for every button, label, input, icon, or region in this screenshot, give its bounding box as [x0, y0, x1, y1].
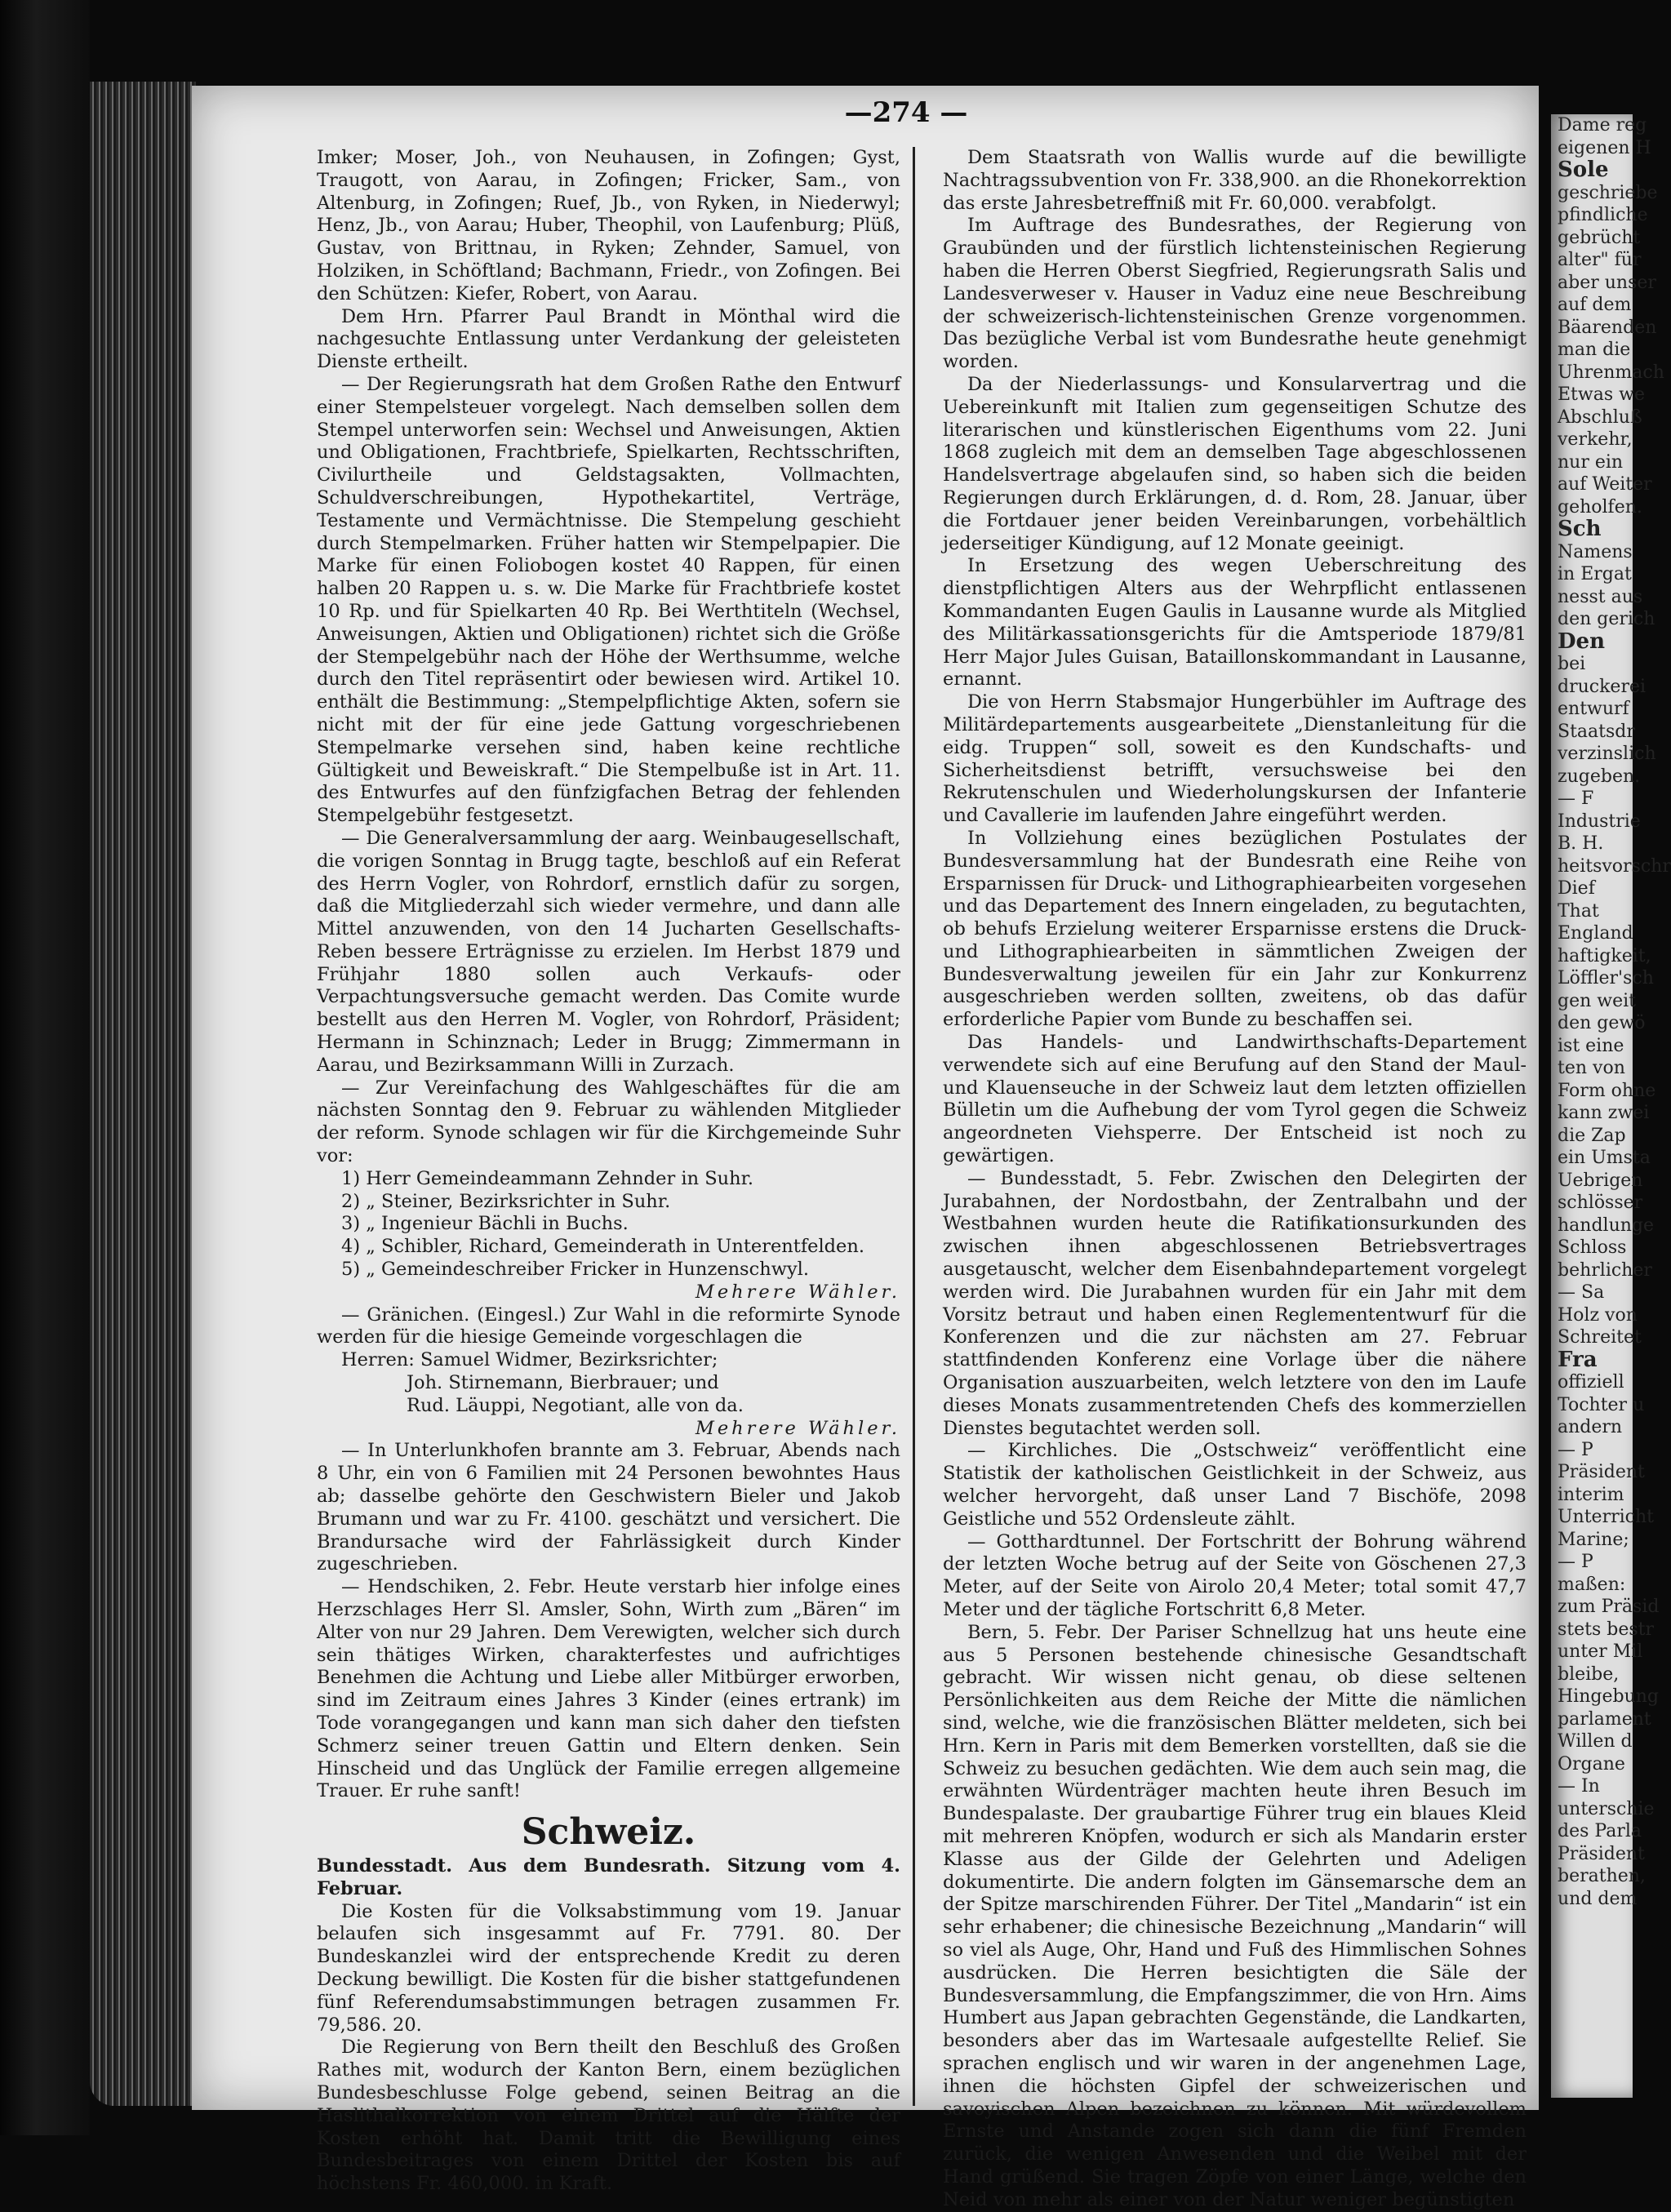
candidate-item: 2) „ Steiner, Bezirksrichter in Suhr.: [341, 1190, 671, 1212]
facing-page-fragment: alter" für: [1558, 250, 1642, 270]
facing-page-fragment: auf dem: [1558, 295, 1632, 315]
candidate-item: 3) „ Ingenieur Bächli in Buchs.: [341, 1213, 629, 1235]
facing-page-fragment: Den: [1558, 629, 1605, 654]
facing-page-fragment: interim: [1558, 1484, 1624, 1505]
facing-page-fragment: behrlicher: [1558, 1259, 1652, 1281]
facing-page-fragment: Marine;: [1558, 1529, 1629, 1550]
facing-page-fragment: bleibe,: [1558, 1663, 1620, 1685]
candidate-item: 4) „ Schibler, Richard, Gemeinderath in Unterentfelden.: [341, 1236, 865, 1258]
facing-page-fragment: den gerich: [1558, 609, 1655, 629]
article-paragraph: Imker; Moser, Joh., von Neuhausen, in Zofingen; Gyst, Traugott, von Aarau, in Zofingen; Fricker, Sam., von Altenburg, in Zofingen; Ruef, Jb., von Ryken, in Niederwyl; Henz, Jb., von Aarau; Huber, Theophil, von Laufenburg; Plüß, Gustav, von Brittnau, in Ryken; Zehnder, Samuel, von Holziken, in Schöftland; Bachmann, Friedr., von Zofingen. Bei den Schützen: Kiefer, Robert, von Aarau.: [317, 147, 900, 304]
facing-page-fragment: — F: [1558, 788, 1594, 809]
section-heading: Schweiz.: [521, 1811, 696, 1854]
facing-page-fragment: Fra: [1558, 1347, 1598, 1372]
nominee-item: Joh. Stirnemann, Bierbrauer; und: [407, 1372, 719, 1394]
facing-page-fragment: geschriebe: [1558, 182, 1658, 203]
facing-page-fragment: That: [1558, 900, 1599, 922]
facing-page-fragment: offiziell: [1558, 1372, 1624, 1392]
facing-page-fragment: parlament: [1558, 1708, 1651, 1730]
facing-page-fragment: — Sa: [1558, 1282, 1605, 1303]
article-paragraph: Das Handels- und Landwirthschafts-Departement verwendete sich auf eine Berufung auf den Stand der Maul- und Klauenseuche in der Schweiz laut dem letzten offiziellen Bülletin um die Aufhebung der vom Tyrol gegen die Schweiz angeordneten Viehsperre. Der Entscheid ist noch zu gewärtigen.: [943, 1032, 1527, 1167]
facing-page-fragment: verzinslich: [1558, 744, 1656, 764]
nominee-item: Herren: Samuel Widmer, Bezirksrichter;: [341, 1349, 718, 1371]
facing-page-fragment: gen weit: [1558, 990, 1636, 1011]
facing-page-fragment: ten von: [1558, 1058, 1625, 1078]
facing-page-fragment: — In: [1558, 1776, 1600, 1797]
facing-page-fragment: Präsident: [1558, 1462, 1645, 1482]
facing-page: [1551, 114, 1671, 2098]
signature: Mehrere Wähler.: [695, 1417, 900, 1439]
facing-page-fragment: des Parla: [1558, 1821, 1642, 1841]
article-paragraph: In Vollziehung eines bezüglichen Postulates der Bundesversammlung hat der Bundesrath eine Reihe von Ersparnissen für Druck- und Lithographiearbeiten vorgesehen und das Departement des Innern eingeladen, zu begutachten, ob behufs Erzielung weiterer Ersparnisse erstens die Druck- und Lithographiearbeiten in sämmtlichen Zweigen der Bundesverwaltung jeweilen für ein Jahr zur Konkurrenz ausgeschrieben werden sollten, zweitens, ob das dafür erforderliche Papier vom Bunde zu beschaffen sei.: [943, 827, 1527, 1031]
facing-page-fragment: stets bestr: [1558, 1619, 1655, 1640]
facing-page-fragment: gebrücht: [1558, 227, 1641, 248]
facing-page-fragment: Schreitet: [1558, 1327, 1642, 1348]
column-divider: [913, 147, 915, 2106]
facing-page-fragment: Unterricht: [1558, 1507, 1654, 1527]
news-item: — Kirchliches. Die „Ostschweiz“ veröffentlicht eine Statistik der katholischen Geistlichkeit in der Schweiz, aus welcher hervorgeht, daß unser Land 7 Bischöfe, 2098 Geistliche und 552 Ordensleute zählt.: [943, 1440, 1527, 1530]
article-paragraph: In Ersetzung des wegen Ueberschreitung des dienstpflichtigen Alters aus der Wehrpflicht entlassenen Kommandanten Eugen Gaulis in Lausanne wurde als Mitglied des Militärkassationsgerichts für die Amtsperiode 1879/81 Herr Major Jules Guisan, Bataillonskommandant in Lausanne, ernannt.: [943, 555, 1527, 691]
news-item: — In Unterlunkhofen brannte am 3. Februar, Abends nach 8 Uhr, ein von 6 Familien mit 24 Personen bewohntes Haus ab; dasselbe gehörte den Geschwistern Bieler und Jakob Brumann und war zu Fr. 4100. geschätzt und versichert. Die Brandursache wird der Fahrlässigkeit durch Kinder zugeschrieben.: [317, 1440, 900, 1575]
article-paragraph: Die Kosten für die Volksabstimmung vom 19. Januar belaufen sich insgesammt auf Fr. 7791. 80. Der Bundeskanzlei wird der entsprechende Kredit zu deren Deckung bewilligt. Die Kosten für die bisher stattgefundenen fünf Referendumsabstimmungen betragen zusammen Fr. 79,586. 20.: [317, 1900, 900, 2036]
article-paragraph: — Der Regierungsrath hat dem Großen Rathe den Entwurf einer Stempelsteuer vorgelegt. Nach demselben sollen dem Stempel unterworfen sein: Wechsel und Anweisungen, Aktien und Obligationen, Frachtbriefe, Spielkarten, Rechtsschriften, Civilurtheile und Geldstagsakten, Vollmachten, Schuldverschreibungen, Hypothekartitel, Verträge, Testamente und Vermächtnisse. Die Stempelung geschieht durch Stempelmarken. Früher hatten wir Stempelpapier. Die Marke für einen Foliobogen kostet 40 Rappen, für einen halben 20 Rappen u. s. w. Die Marke für Frachtbriefe kostet 10 Rp. und für Spielkarten 40 Rp. Bei Werthtiteln (Wechsel, Anweisungen, Aktien und Obligationen) richtet sich die Größe der Stempelgebühr nach der Höhe der Werthsumme, welche durch den Titel repräsentirt oder bewiesen wird. Artikel 10. enthält die Bestimmung: „Stempelpflichtige Akten, sofern sie nicht mit der für eine jede Gattung vorgeschriebenen Stempelmarke versehen sind, haben keine rechtliche Gültigkeit und Beweiskraft.“ Die Stempelbuße ist in Art. 11. des Entwurfes auf den fünfzigfachen Betrag der fehlenden Stempelgebühr festgesetzt.: [317, 373, 900, 827]
facing-page-fragment: auf Weiter: [1558, 474, 1652, 495]
facing-page-fragment: — P: [1558, 1439, 1593, 1460]
facing-page-fragment: Organe: [1558, 1753, 1625, 1774]
article-paragraph: Dem Hrn. Pfarrer Paul Brandt in Mönthal wird die nachgesuchte Entlassung unter Verdankung der geleisteten Dienste ertheilt.: [317, 305, 900, 373]
facing-page-fragment: Dame reg: [1558, 115, 1647, 135]
article-paragraph: Die Regierung von Bern theilt den Beschluß des Großen Rathes mit, wodurch der Kanton Bern, einem bezüglichen Bundesbeschlusse Folge gebend, seinen Beitrag an die Haslithalkorrektion von einem Drittel auf die Hälfte der Kosten erhöht hat. Damit tritt die Bewilligung eines Bundesbeitrages von einem Drittel der Kosten bis auf höchstens Fr. 460,000. in Kraft.: [317, 2037, 900, 2195]
facing-page-fragment: Sch: [1558, 517, 1602, 541]
article-paragraph: Die von Herrn Stabsmajor Hungerbühler im Auftrage des Militärdepartements ausgearbeitete „Dienstanleitung für die eidg. Truppen“ soll, soweit es den Kundschafts- und Sicherheitsdienst betrifft, versuchsweise bei den Rekrutenschulen und Wiederholungskursen der Infanterie und Cavallerie im laufenden Jahre eingeführt werden.: [943, 691, 1527, 827]
facing-page-fragment: eigenen H: [1558, 137, 1651, 158]
facing-page-fragment: druckerei: [1558, 676, 1647, 697]
nominee-item: Rud. Läuppi, Negotiant, alle von da.: [407, 1394, 744, 1416]
facing-page-fragment: kann zwei: [1558, 1103, 1650, 1123]
facing-page-fragment: bei: [1558, 654, 1586, 674]
facing-page-fragment: Namens: [1558, 541, 1633, 562]
news-item: — Bundesstadt, 5. Febr. Zwischen den Delegirten der Jurabahnen, der Nordostbahn, der Zentralbahn und der Westbahnen wurden heute die Ratifikationsurkunden des zwischen ihnen abgeschlossenen Betriebsvertrages ausgetauscht, welcher dem Eisenbahndepartement vorgelegt werden wird. Die Jurabahnen wurden für ein Jahr mit dem Vorsitz betraut und haben einen Reglemententwurf für die Konferenzen und die zur nächsten am 27. Februar stattfindenden Konferenz eine Vorlage über die nähere Organisation auszuarbeiten, welch letztere von den im Laufe dieses Monats zusammentretenden Chefs des kommerziellen Dienstes begutachtet werden soll.: [943, 1167, 1527, 1439]
facing-page-fragment: in Ergat: [1558, 564, 1632, 584]
facing-page-fragment: ist eine: [1558, 1035, 1624, 1056]
facing-page-fragment: Staatsdr: [1558, 721, 1635, 742]
facing-page-fragment: die Zap: [1558, 1125, 1626, 1146]
facing-page-fragment: Form ohne: [1558, 1080, 1656, 1101]
facing-page-fragment: andern: [1558, 1417, 1623, 1437]
article-paragraph: — Zur Vereinfachung des Wahlgeschäftes für die am nächsten Sonntag den 9. Februar zu wählenden Mitglieder der reform. Synode schlagen wir für die Kirchgemeinde Suhr vor:: [317, 1077, 900, 1167]
facing-page-fragment: nesst aus: [1558, 586, 1643, 607]
facing-page-fragment: Abschluß: [1558, 406, 1642, 428]
facing-page-fragment: den gewö: [1558, 1013, 1646, 1033]
facing-page-fragment: Holz von: [1558, 1304, 1638, 1326]
facing-page-fragment: man die: [1558, 340, 1631, 360]
facing-page-fragment: Etwas we: [1558, 384, 1645, 405]
facing-page-fragment: Präsident: [1558, 1843, 1645, 1864]
facing-page-fragment: B. H.: [1558, 833, 1604, 854]
article-paragraph: — Gränichen. (Eingesl.) Zur Wahl in die reformirte Synode werden für die hiesige Gemeinde vorgeschlagen die: [317, 1304, 900, 1348]
facing-page-fragment: verkehr,: [1558, 429, 1633, 450]
facing-page-fragment: pfindliche: [1558, 205, 1648, 225]
facing-page-fragment: entwurf: [1558, 699, 1629, 719]
article-heading: Bundesstadt. Aus dem Bundesrath. Sitzung vom 4. Februar.: [317, 1854, 900, 1899]
page-edges: [90, 82, 196, 2106]
candidate-item: 1) Herr Gemeindeammann Zehnder in Suhr.: [341, 1167, 754, 1189]
right-column: [943, 147, 1527, 2212]
facing-page-fragment: heitsvorschr: [1558, 855, 1671, 877]
facing-page-fragment: berathen,: [1558, 1866, 1646, 1886]
news-item: — Gotthardtunnel. Der Fortschritt der Bohrung während der letzten Woche betrug auf der Seite von Göschenen 27,3 Meter, auf der Seite von Airolo 20,4 Meter; total somit 47,7 Meter und der tägliche Fortschritt 6,8 Meter.: [943, 1530, 1527, 1620]
facing-page-fragment: geholfen.: [1558, 496, 1642, 517]
facing-page-fragment: unterschie: [1558, 1798, 1655, 1819]
page-number: —274 —: [844, 96, 968, 129]
facing-page-fragment: und dem: [1558, 1888, 1638, 1909]
facing-page-fragment: schlösser: [1558, 1193, 1643, 1213]
facing-page-fragment: handlunge: [1558, 1215, 1655, 1236]
facing-page-fragment: Uebrigen: [1558, 1170, 1643, 1191]
facing-page-fragment: Schloss: [1558, 1237, 1627, 1258]
left-column: [317, 147, 900, 2196]
facing-page-fragment: Uhrenmach: [1558, 362, 1664, 383]
facing-page-fragment: Industrie: [1558, 811, 1641, 832]
facing-page-fragment: — P: [1558, 1552, 1593, 1572]
candidate-item: 5) „ Gemeindeschreiber Fricker in Hunzenschwyl.: [341, 1259, 810, 1281]
facing-page-fragment: zugeben.: [1558, 766, 1641, 787]
facing-page-fragment: England: [1558, 923, 1633, 944]
book-binding: [0, 0, 90, 2135]
facing-page-fragment: Löffler'sch: [1558, 968, 1654, 988]
facing-page-fragment: maßen:: [1558, 1574, 1626, 1595]
facing-page-fragment: zum Präsid: [1558, 1597, 1660, 1617]
article-paragraph: Im Auftrage des Bundesrathes, der Regierung von Graubünden und der fürstlich lichtensteinischen Regierung haben die Herren Oberst Siegfried, Regierungsrath Salis und Landesverweser v. Hauser in Vaduz eine neue Beschreibung der schweizerisch-lichtensteinischen Grenze vorgenommen. Das bezügliche Verbal ist vom Bundesrathe heute genehmigt worden.: [943, 215, 1527, 373]
facing-page-fragment: Dief: [1558, 878, 1595, 899]
article-paragraph: Dem Staatsrath von Wallis wurde auf die bewilligte Nachtragssubvention von Fr. 338,900. an die Rhonekorrektion das erste Jahresbetreffniß mit Fr. 60,000. verabfolgt.: [943, 147, 1527, 214]
facing-page-fragment: Sole: [1558, 158, 1609, 182]
facing-page-fragment: haftigkeit,: [1558, 945, 1651, 966]
facing-page-fragment: Willen d: [1558, 1731, 1633, 1752]
news-item: Bern, 5. Febr. Der Pariser Schnellzug hat uns heute eine aus 5 Personen bestehende chinesische Gesandtschaft gebracht. Wir wissen nicht genau, ob diese seltenen Persönlichkeiten aus dem Reiche der Mitte die nämlichen sind, welche, wie die französischen Blätter meldeten, sich bei Hrn. Kern in Paris mit dem Bemerken vorstellten, daß sie die Schweiz zu besuchen gedächten. Wie dem auch sein mag, die erwähnten Würdenträger machten heute ihren Besuch im Bundespalaste. Der graubartige Führer trug ein blaues Kleid mit mehreren Knöpfen, wodurch er sich als Mandarin erster Klasse aus der Gilde der Gelehrten und Adeligen dokumentirte. Die andern folgten im Gänsemarsche dem an der Spitze marschirenden Führer. Der Titel „Mandarin“ ist ein sehr erhabener; die chinesische Bezeichnung „Mandarin“ will so viel als Auge, Ohr, Hand und Fuß des Himmlischen Sohnes ausdrücken. Die Herren besichtigten die Säle der Bundesversammlung, die Empfangszimmer, die von Hrn. Aims Humbert aus Japan gebrachten Gegenstände, die Landkarten, besonders aber das im Wartesaale aufgestellte Relief. Sie sprachen englisch und wir waren in der angenehmen Lage, ihnen die höchsten Gipfel der schweizerischen und savoyischen Alpen bezeichnen zu können. Mit würdevollem Ernste und Anstande zogen sich dann die fünf Fremden zurück, die wenigen Anwesenden und die Weibel mit der Hand grüßend. Sie tragen Zöpfe von einer Länge, welche den Neid von mehr als einer von der Natur weniger begünstigten: [943, 1621, 1527, 2210]
facing-page-fragment: Tochter u: [1558, 1394, 1645, 1415]
facing-page-fragment: ein Umsta: [1558, 1148, 1651, 1168]
news-item: — Hendschiken, 2. Febr. Heute verstarb hier infolge eines Herzschlages Herr Sl. Amsler, Sohn, Wirth zum „Bären“ im Alter von nur 29 Jahren. Dem Verewigten, welcher sich durch sein thätiges Wirken, charakterfestes und aufrichtiges Benehmen die Achtung und Liebe aller Mitbürger erworben, sind im Zeitraum eines Jahres 3 Kinder (eines ertrank) im Tode vorangegangen und kann man sich daher den tiefsten Schmerz seiner treuen Gattin und Eltern denken. Sein Hinscheid und das Unglück der Familie erregen allgemeine Trauer. Er ruhe sanft!: [317, 1576, 900, 1802]
facing-page-fragment: aber unser: [1558, 272, 1656, 293]
signature: Mehrere Wähler.: [695, 1281, 900, 1303]
facing-page-fragment: unter Mil: [1558, 1641, 1643, 1662]
article-paragraph: Da der Niederlassungs- und Konsularvertrag und die Uebereinkunft mit Italien zum gegenseitigen Schutze des literarischen und künstlerischen Eigenthums vom 22. Juni 1868 zugleich mit dem an demselben Tage abgeschlossenen Handelsvertrage abgelaufen sind, so haben sich die beiden Regierungen durch Erklärungen, d. d. Rom, 28. Januar, über die Fortdauer jener beiden Vereinbarungen, vorbehältlich jederseitiger Kündigung, auf 12 Monate geeinigt.: [943, 373, 1527, 554]
article-paragraph: — Die Generalversammlung der aarg. Weinbaugesellschaft, die vorigen Sonntag in Brugg tagte, beschloß auf ein Referat des Herrn Vogler, von Rohrdorf, ernstlich dafür zu sorgen, daß die Mitgliederzahl sich wieder vermehre, und dann alle Mittel anzuwenden, von den 14 Jucharten Gesellschafts-Reben bessere Erträgnisse zu erzielen. Im Herbst 1879 und Frühjahr 1880 sollen auch Verkaufs- oder Verpachtungsversuche gemacht werden. Das Comite wurde bestellt aus den Herren M. Vogler, von Rohrdorf, Präsident; Hermann in Schinznach; Leder in Brugg; Zimmermann in Aarau, und Bezirksammann Willi in Zurzach.: [317, 827, 900, 1076]
facing-page-fragment: Hingebung: [1558, 1686, 1659, 1707]
facing-page-fragment: Bäarenden: [1558, 317, 1657, 338]
facing-page-fragment: nur ein: [1558, 451, 1624, 473]
